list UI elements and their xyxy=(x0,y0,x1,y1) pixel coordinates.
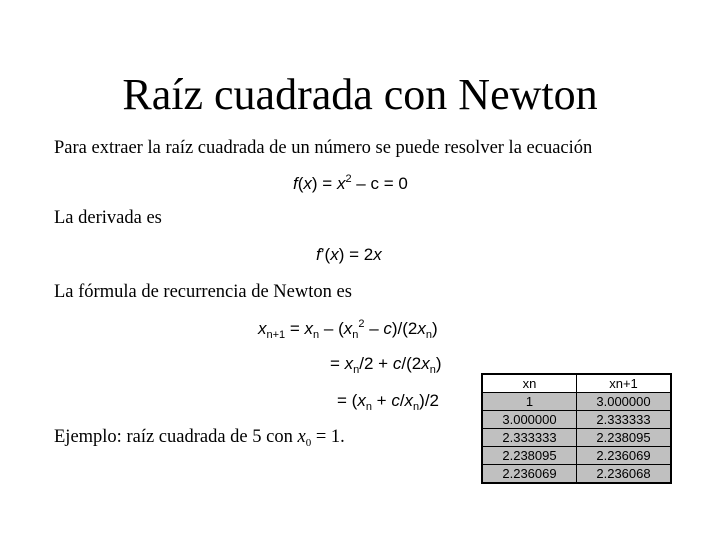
eq4-eq: = xyxy=(330,354,345,373)
eq4-c: c xyxy=(392,354,402,373)
eq3-c: c xyxy=(383,319,392,338)
eq1-f: f xyxy=(293,174,298,193)
eq4-sub-n2: n xyxy=(429,364,436,376)
eq3-x2: x xyxy=(304,319,314,338)
table-cell: 2.236069 xyxy=(577,447,672,465)
eq5-c: c xyxy=(391,391,400,410)
eq5-sub-n: n xyxy=(365,401,372,413)
eq2-x: x xyxy=(373,245,382,264)
eq1-rest: – c = 0 xyxy=(351,174,408,193)
eq2-x-arg: x xyxy=(330,245,339,264)
eq4-x2: x xyxy=(421,354,430,373)
table-row xyxy=(482,411,671,429)
equation-derivative xyxy=(316,243,382,267)
equation-step2 xyxy=(330,352,441,376)
eq3-eq: = xyxy=(285,319,305,338)
eq5-x: x xyxy=(357,391,366,410)
table-cell: 2.333333 xyxy=(482,429,577,447)
table-cell: 2.238095 xyxy=(577,429,672,447)
table-cell: 2.333333 xyxy=(577,411,672,429)
table-row xyxy=(482,465,671,484)
header-xn: xn xyxy=(482,374,577,393)
eq5-close: )/2 xyxy=(419,391,440,410)
eq4-open2: /(2 xyxy=(401,354,422,373)
table-header-row xyxy=(482,374,671,393)
eq5-eq: = ( xyxy=(337,391,358,410)
eq3-x4: x xyxy=(417,319,426,338)
eq3-sub-n3: n xyxy=(425,329,433,341)
equation-f: $f(x) = x^2 - c = 0$ xyxy=(293,173,408,193)
slide-title: Raíz cuadrada con Newton xyxy=(122,70,598,119)
header-xn1: xn+1 xyxy=(577,374,672,393)
eq3-sub-n2: n xyxy=(352,329,359,341)
eq3-sub-n1: n+1 xyxy=(266,329,286,341)
eq1-mid: ) = xyxy=(311,174,337,193)
table-cell: 2.238095 xyxy=(482,447,577,465)
derivative-label: La derivada es xyxy=(54,208,162,228)
eq5-x2: x xyxy=(404,391,414,410)
eq2-f: f xyxy=(316,245,321,264)
eq5-sub-n2: n xyxy=(413,401,420,413)
eq3-x3: x xyxy=(343,319,353,338)
intro-text: Para extraer la raíz cuadrada de un número se puede resolver la ecuación xyxy=(54,138,593,158)
eq3-x: x xyxy=(258,319,267,338)
table-cell: 1 xyxy=(482,393,577,411)
eq4-half: /2 + xyxy=(359,354,393,373)
eq4-close: ) xyxy=(435,354,442,373)
eq5-plus: + xyxy=(371,391,392,410)
table-row xyxy=(482,429,671,447)
table-row xyxy=(482,447,671,465)
eq2-mid: ) = 2 xyxy=(338,245,374,264)
table-cell: 2.236068 xyxy=(577,465,672,484)
table-cell: 3.000000 xyxy=(482,411,577,429)
equation-step3 xyxy=(337,389,439,413)
eq4-x: x xyxy=(344,354,354,373)
eq5-slash: / xyxy=(399,391,405,410)
eq3-sub-n: n xyxy=(313,329,320,341)
eq3-sq: 2 xyxy=(358,318,365,330)
eq1-exp: 2 xyxy=(345,173,352,185)
recurrence-label: La fórmula de recurrencia de Newton es xyxy=(54,282,352,302)
example-sub0: 0 xyxy=(305,437,312,449)
eq1-x-arg: x xyxy=(303,174,312,193)
eq4-sub-n: n xyxy=(353,364,360,376)
example-text xyxy=(54,425,345,449)
table-row xyxy=(482,393,671,411)
table-cell: 3.000000 xyxy=(577,393,672,411)
example-x: x xyxy=(297,427,306,447)
example-label: Ejemplo: raíz cuadrada de 5 con xyxy=(54,427,298,447)
eq1-x: x xyxy=(336,174,346,193)
example-end: = 1. xyxy=(311,427,345,447)
iteration-table xyxy=(481,373,672,484)
equation-recurrence: $x_{n+1} = x_n - (x_n^2 - c)/(2x_n)$ xyxy=(258,318,438,341)
eq2-prime: ’( xyxy=(320,245,331,264)
table-cell: 2.236069 xyxy=(482,465,577,484)
